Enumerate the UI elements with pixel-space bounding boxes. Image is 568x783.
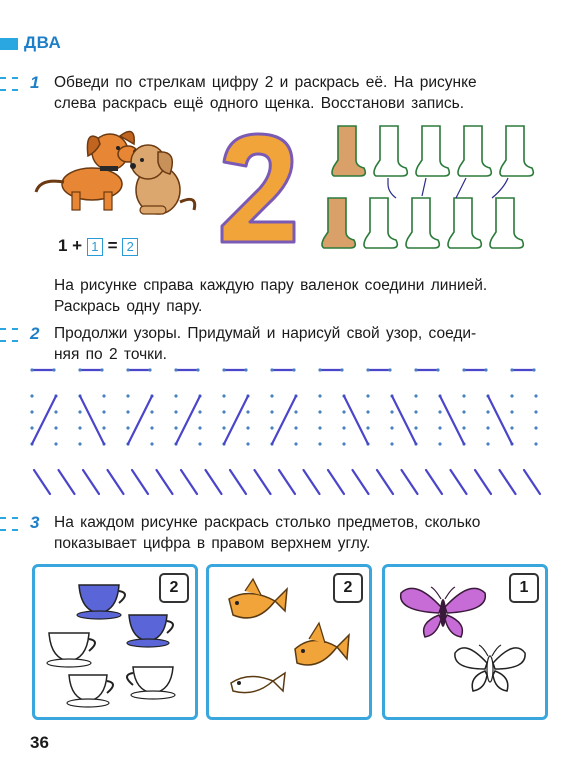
pattern-dot (148, 368, 151, 371)
pattern-dot (366, 426, 369, 429)
pattern-dot (390, 410, 393, 413)
pattern-dot (102, 410, 105, 413)
pattern-line (488, 396, 512, 444)
pattern-dot (78, 368, 81, 371)
pattern-dot (318, 368, 321, 371)
pattern-dot (462, 410, 465, 413)
butterfly-icon[interactable] (401, 587, 486, 637)
pattern-dot (174, 394, 177, 397)
pattern-dot (174, 410, 177, 413)
pattern-line (128, 396, 152, 444)
pattern-dot (462, 426, 465, 429)
task1-number: 1 (30, 73, 40, 92)
pattern-dot (30, 368, 33, 371)
pattern-dot (78, 426, 81, 429)
equation-box-2[interactable]: 2 (122, 238, 138, 256)
pattern-dot (510, 368, 513, 371)
task1-followup-line2: Раскрась одну пару. (54, 298, 203, 315)
pattern-dot (532, 368, 535, 371)
pattern-dot (438, 426, 441, 429)
pattern-dot (484, 368, 487, 371)
task3-instruction-line1: На каждом рисунке раскрась столько предметов, сколько (54, 514, 481, 531)
pattern-line (402, 470, 418, 494)
pattern-dot (294, 410, 297, 413)
pattern-dot (414, 426, 417, 429)
pattern-dot (366, 368, 369, 371)
pattern-dot (222, 426, 225, 429)
pattern-dot (246, 410, 249, 413)
pattern-dot (78, 442, 81, 445)
pattern-dot (270, 368, 273, 371)
pattern-dot (222, 394, 225, 397)
equation-left: 1 + (58, 236, 83, 255)
panel-fish[interactable] (206, 564, 372, 720)
count-badge: 1 (509, 573, 539, 603)
boot-icon[interactable] (500, 126, 533, 176)
pattern-dot (414, 368, 417, 371)
task2-instruction-line1: Продолжи узоры. Придумай и нарисуй свой узор, соеди- (54, 325, 477, 342)
boot-icon[interactable] (364, 198, 397, 248)
pattern-line (392, 396, 416, 444)
cup-icon[interactable] (127, 615, 173, 647)
pattern-dot (222, 368, 225, 371)
pattern-dot (510, 426, 513, 429)
cup-icon[interactable] (67, 675, 113, 707)
task3-instruction-line2: показывает цифра в правом верхнем углу. (54, 535, 371, 552)
header-bar (0, 38, 18, 50)
fish-illustration (209, 567, 369, 717)
pattern-dot (388, 368, 391, 371)
puppy-uncolored (130, 145, 195, 214)
boot-icon[interactable] (448, 198, 481, 248)
pattern-line (80, 396, 104, 444)
puppy-colored (36, 132, 139, 211)
task1-equation (58, 236, 138, 256)
pattern-dot (78, 410, 81, 413)
patterns-area[interactable] (0, 360, 568, 500)
pattern-line (132, 470, 148, 494)
page-title: ДВА (24, 33, 62, 52)
boot-icon[interactable] (332, 126, 365, 176)
pattern-dot (390, 426, 393, 429)
pattern-line (181, 470, 197, 494)
fish-icon[interactable] (295, 623, 349, 665)
pattern-dot (54, 442, 57, 445)
pattern-dot (126, 410, 129, 413)
pattern-line (32, 396, 56, 444)
pattern-line (344, 396, 368, 444)
pattern-dot (150, 442, 153, 445)
task1-followup-line1: На рисунке справа каждую пару валенок соедини линией. (54, 277, 488, 294)
page-number: 36 (30, 733, 49, 752)
equation-equals: = (107, 236, 118, 255)
pattern-dot (462, 368, 465, 371)
pattern-line (279, 470, 295, 494)
pattern-dot (30, 426, 33, 429)
pattern-dot (436, 368, 439, 371)
boot-icon[interactable] (490, 198, 523, 248)
pattern-dot (534, 426, 537, 429)
pattern-dot (198, 426, 201, 429)
cup-icon[interactable] (77, 585, 125, 619)
equation-box-1[interactable]: 1 (87, 238, 103, 256)
pattern-dot (30, 410, 33, 413)
pattern-dot (318, 410, 321, 413)
pattern-dot (292, 368, 295, 371)
fish-icon[interactable] (231, 673, 285, 693)
pattern-dot (30, 394, 33, 397)
pattern-line (157, 470, 173, 494)
cup-icon[interactable] (127, 667, 175, 699)
cups-illustration (35, 567, 195, 717)
pattern-dot (196, 368, 199, 371)
pattern-dot (340, 368, 343, 371)
pattern-line (230, 470, 246, 494)
pattern-line (255, 470, 271, 494)
pattern-dot (318, 442, 321, 445)
pattern-dot (366, 394, 369, 397)
pattern-dot (198, 410, 201, 413)
pattern-line (426, 470, 442, 494)
task-bullet (0, 517, 18, 531)
task2-number: 2 (30, 324, 40, 343)
pattern-dot (150, 426, 153, 429)
panel-cups[interactable] (32, 564, 198, 720)
digit-two-illustration (214, 126, 304, 248)
cup-icon[interactable] (47, 633, 95, 667)
pattern-line (451, 470, 467, 494)
pattern-line (176, 396, 200, 444)
boot-icon[interactable] (406, 198, 439, 248)
pattern-line (524, 470, 540, 494)
pattern-dot (534, 410, 537, 413)
pattern-dot (438, 442, 441, 445)
pattern-line (500, 470, 516, 494)
butterfly-icon[interactable] (455, 645, 525, 691)
pattern-dot (54, 410, 57, 413)
pattern-dot (198, 442, 201, 445)
pattern-dot (244, 368, 247, 371)
pattern-dot (342, 410, 345, 413)
pattern-line (475, 470, 491, 494)
pattern-line (224, 396, 248, 444)
boot-icon[interactable] (416, 126, 449, 176)
puppies-illustration (30, 122, 205, 222)
pattern-dot (366, 410, 369, 413)
pattern-dot (222, 410, 225, 413)
boot-icon[interactable] (374, 126, 407, 176)
task1-instruction-line1: Обведи по стрелкам цифру 2 и раскрась её. На рисунке (54, 74, 477, 91)
pattern-dot (534, 442, 537, 445)
pattern-dot (390, 442, 393, 445)
pattern-dot (318, 426, 321, 429)
pattern-line (440, 396, 464, 444)
pattern-dot (534, 394, 537, 397)
pattern-line (328, 470, 344, 494)
pattern-line (206, 470, 222, 494)
task-bullet (0, 328, 18, 342)
pattern-dot (270, 410, 273, 413)
task2-instruction-line2: няя по 2 точки. (54, 346, 167, 363)
pattern-dot (174, 368, 177, 371)
pattern-line (34, 470, 50, 494)
pattern-line (59, 470, 75, 494)
pattern-dot (438, 410, 441, 413)
pattern-dot (52, 368, 55, 371)
butterflies-illustration (385, 567, 545, 717)
pattern-dot (270, 426, 273, 429)
pattern-dot (486, 442, 489, 445)
task-bullet (0, 77, 18, 91)
pattern-line (83, 470, 99, 494)
pattern-dot (150, 410, 153, 413)
pattern-line (353, 470, 369, 494)
pattern-dot (294, 426, 297, 429)
count-badge: 2 (333, 573, 363, 603)
pattern-dot (510, 410, 513, 413)
task3-number: 3 (30, 513, 40, 532)
pattern-dot (100, 368, 103, 371)
pattern-dot (462, 394, 465, 397)
pattern-dot (486, 410, 489, 413)
pattern-dot (54, 426, 57, 429)
pattern-dot (342, 426, 345, 429)
pattern-dot (414, 410, 417, 413)
pattern-dot (126, 394, 129, 397)
task1-instruction-line2: слева раскрась ещё одного щенка. Восстанови запись. (54, 95, 464, 112)
boots-illustration (316, 122, 548, 252)
fish-icon[interactable] (229, 579, 287, 618)
boot-icon[interactable] (458, 126, 491, 176)
pattern-dot (414, 394, 417, 397)
pattern-dot (126, 368, 129, 371)
pattern-dot (102, 426, 105, 429)
panel-butterflies[interactable] (382, 564, 548, 720)
boot-icon[interactable] (322, 198, 355, 248)
pattern-dot (294, 442, 297, 445)
pattern-dot (174, 426, 177, 429)
pattern-dot (510, 394, 513, 397)
pattern-line (108, 470, 124, 494)
pattern-dot (102, 394, 105, 397)
pattern-line (377, 470, 393, 494)
pattern-dot (318, 394, 321, 397)
pattern-dot (342, 442, 345, 445)
pattern-dot (246, 442, 249, 445)
pattern-dot (270, 394, 273, 397)
pattern-dot (246, 426, 249, 429)
pattern-line (272, 396, 296, 444)
pattern-dot (126, 426, 129, 429)
count-badge: 2 (159, 573, 189, 603)
pattern-line (304, 470, 320, 494)
pattern-dot (486, 426, 489, 429)
